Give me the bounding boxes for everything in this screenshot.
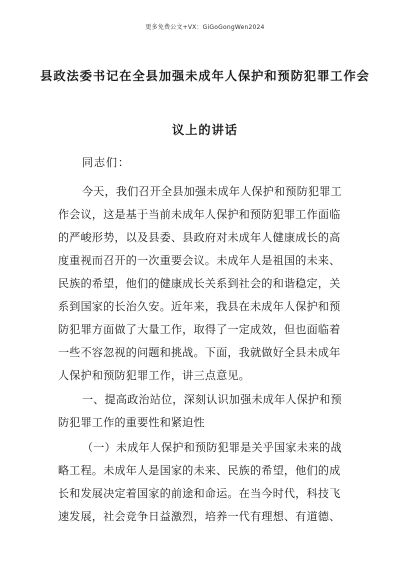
text-line: （一）未成年人保护和预防犯罪是关乎国家未来的战 [82, 441, 342, 454]
text-line: 系到国家的长治久安。近年来，我县在未成年人保护和预 [58, 300, 341, 313]
section-heading-1 [58, 388, 356, 434]
text-line: 防犯罪方面做了大量工作，取得了一定成效，但也面临着 [58, 323, 341, 336]
header-note: 更多免费公文+VX：GiGoGongWen2024 [145, 24, 265, 31]
paragraph-section-1-1 [58, 436, 356, 528]
text-line: 一、提高政治站位，深刻认识加强未成年人保护和预 [82, 393, 342, 406]
text-line: 一些不容忽视的问题和挑战。下面，我就做好全县未成年 [58, 346, 341, 359]
greeting: 同志们： [82, 156, 130, 169]
text-line: 作会议，这是基于当前未成年人保护和预防犯罪工作面临 [58, 208, 341, 221]
text-line: 略工程。未成年人是国家的未来、民族的希望，他们的成 [58, 464, 341, 477]
text-line: 人保护和预防犯罪工作，讲三点意见。 [58, 369, 251, 382]
text-line: 防犯罪工作的重要性和紧迫性 [58, 416, 205, 429]
text-line: 度重视而召开的一次重要会议。未成年人是祖国的未来、 [58, 254, 341, 267]
text-line: 的严峻形势，以及县委、县政府对未成年人健康成长的高 [58, 231, 341, 244]
text-line: 长和发展决定着国家的前途和命运。在当今时代，科技飞 [58, 487, 341, 500]
document-title-line-2: 议上的讲话 [172, 123, 238, 137]
document-title-line-1: 县政法委书记在全县加强未成年人保护和预防犯罪工作会 [40, 69, 370, 83]
text-line: 速发展，社会竞争日益激烈，培养一代有理想、有道德、 [58, 510, 341, 523]
text-line: 民族的希望，他们的健康成长关系到社会的和谐稳定，关 [58, 277, 341, 290]
paragraph-opening [58, 180, 356, 387]
text-line: 今天，我们召开全县加强未成年人保护和预防犯罪工 [82, 185, 342, 198]
